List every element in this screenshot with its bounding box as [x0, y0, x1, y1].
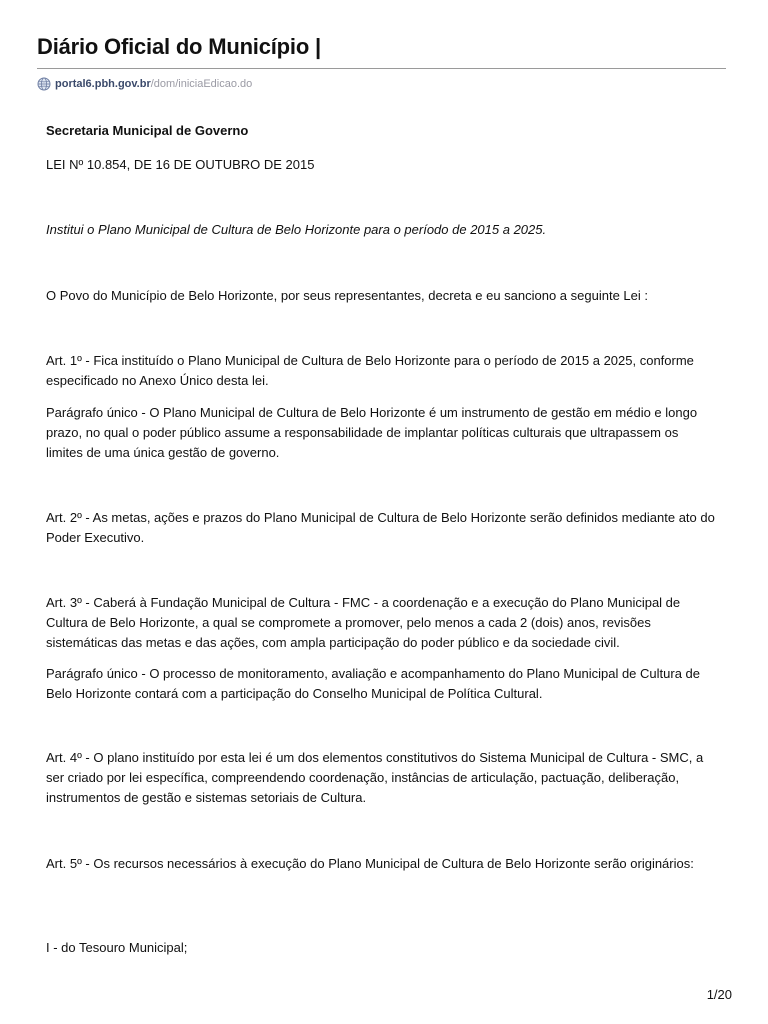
- art-3: Art. 3º - Caberá à Fundação Municipal de Cultura - FMC - a coordenação e a execução do Plano Municipal de Cultura de Belo Horizonte, a qual se compromete a promover, pelo menos a cada 2 (dois) anos, revisões sistemáticas das metas e das ações, com ampla participação do poder público e da sociedade civil.: [46, 595, 681, 650]
- secretaria-heading: Secretaria Municipal de Governo: [46, 123, 249, 138]
- art-2: Art. 2º - As metas, ações e prazos do Plano Municipal de Cultura de Belo Horizonte serão definidos mediante ato do Poder Executivo.: [46, 510, 715, 545]
- art-4: Art. 4º - O plano instituído por esta lei é um dos elementos constitutivos do Sistema Municipal de Cultura - SMC, a ser criado por lei específica, compreendendo coordenação, instâncias de articulação, pactuação, deliberação, instrumentos de gestão e sistemas setoriais de Cultura.: [46, 750, 704, 805]
- art-3-paragrafo: Parágrafo único - O processo de monitoramento, avaliação e acompanhamento do Plano Municipal de Cultura de Belo Horizonte contará com a participação do Conselho Municipal de Política Cultural.: [46, 666, 700, 701]
- ementa: Institui o Plano Municipal de Cultura de Belo Horizonte para o período de 2015 a 2025.: [46, 222, 547, 237]
- art-5: Art. 5º - Os recursos necessários à execução do Plano Municipal de Cultura de Belo Horizonte serão originários:: [46, 856, 694, 871]
- lei-title: LEI Nº 10.854, DE 16 DE OUTUBRO DE 2015: [46, 157, 315, 172]
- source-link[interactable]: [37, 77, 252, 91]
- title-divider: [37, 68, 726, 69]
- page-title: Diário Oficial do Município |: [37, 34, 321, 59]
- art-1: Art. 1º - Fica instituído o Plano Municipal de Cultura de Belo Horizonte para o período de 2015 a 2025, conforme especificado no Anexo Único desta lei.: [46, 353, 694, 388]
- art-1-paragrafo: Parágrafo único - O Plano Municipal de Cultura de Belo Horizonte é um instrumento de gestão em médio e longo prazo, no qual o poder público assume a responsabilidade de implantar políticas culturais que ultrapassem os limites de uma única gestão de governo.: [46, 405, 698, 460]
- source-path[interactable]: /dom/iniciaEdicao.do: [150, 78, 253, 90]
- page-number: 1/20: [706, 987, 732, 1002]
- preambulo: O Povo do Município de Belo Horizonte, por seus representantes, decreta e eu sanciono a seguinte Lei :: [46, 288, 648, 303]
- source-domain[interactable]: portal6.pbh.gov.br: [55, 78, 151, 90]
- inciso-1: I - do Tesouro Municipal;: [46, 940, 188, 955]
- globe-icon: [37, 77, 51, 91]
